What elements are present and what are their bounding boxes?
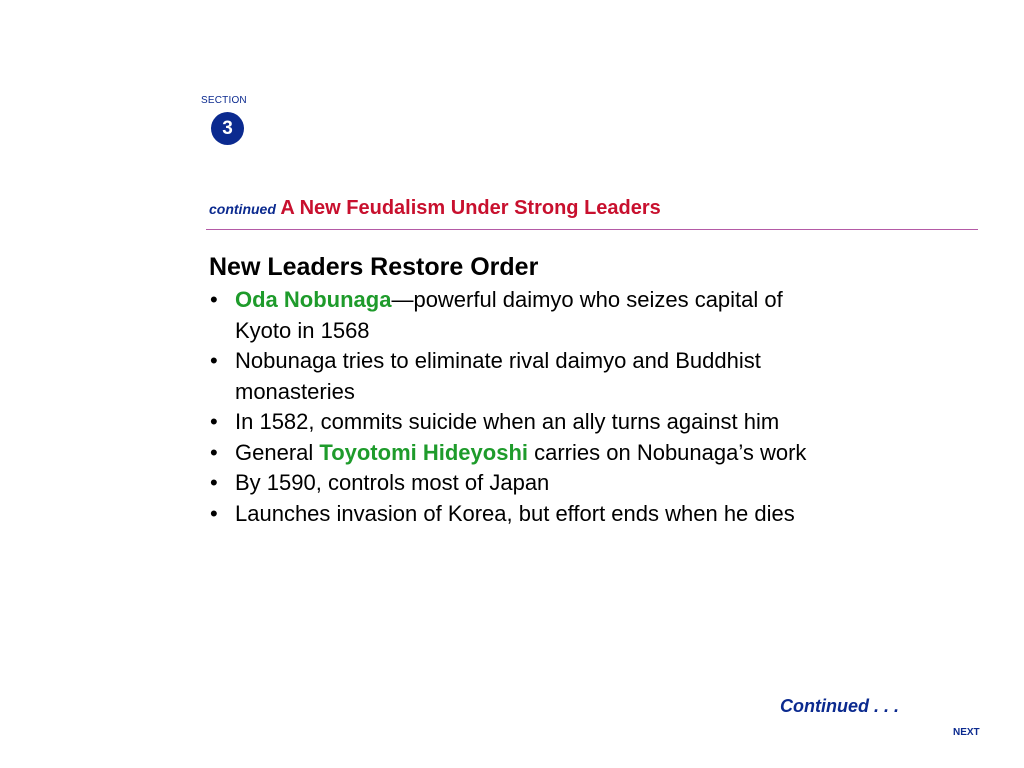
list-item <box>209 468 810 499</box>
key-term[interactable]: Oda Nobunaga <box>235 287 392 312</box>
bullet-icon: • <box>210 287 218 312</box>
bullet-text-before: General <box>235 439 320 465</box>
bullet-text: Nobunaga tries to eliminate rival daimyo and Buddhist monasteries <box>235 348 761 404</box>
bullet-icon: • <box>210 500 218 526</box>
section-label: SECTION <box>201 95 247 106</box>
bullet-text: By 1590, controls most of Japan <box>235 470 550 495</box>
list-item <box>209 285 810 346</box>
continued-footer-label: Continued . . . <box>780 696 899 716</box>
list-item <box>209 499 810 530</box>
bullet-text: In 1582, commits suicide when an ally turns against him <box>235 409 780 434</box>
list-item <box>209 438 810 469</box>
section-number-badge: 3 <box>211 112 244 145</box>
subhead: New Leaders Restore Order <box>209 253 539 281</box>
slide-content <box>209 252 809 529</box>
heading-title: A New Feudalism Under Strong Leaders <box>280 197 661 219</box>
heading-continued-label: continued <box>209 201 276 217</box>
next-button[interactable]: NEXT <box>953 727 980 738</box>
slide-heading <box>209 197 661 220</box>
bullet-text-after: —powerful daimyo who seizes capital of Kyoto in 1568 <box>235 287 783 343</box>
heading-divider <box>206 229 978 230</box>
bullet-icon: • <box>210 470 218 495</box>
bullet-text-after: carries on Nobunaga’s work <box>528 439 807 465</box>
bullet-text: Launches invasion of Korea, but effort ends when he dies <box>235 500 795 526</box>
list-item <box>209 346 810 407</box>
bullet-icon: • <box>210 348 218 373</box>
key-term[interactable]: Toyotomi Hideyoshi <box>319 439 528 465</box>
bullet-list <box>209 285 809 529</box>
bullet-icon: • <box>210 439 218 465</box>
bullet-icon: • <box>210 409 218 434</box>
list-item <box>209 407 810 438</box>
